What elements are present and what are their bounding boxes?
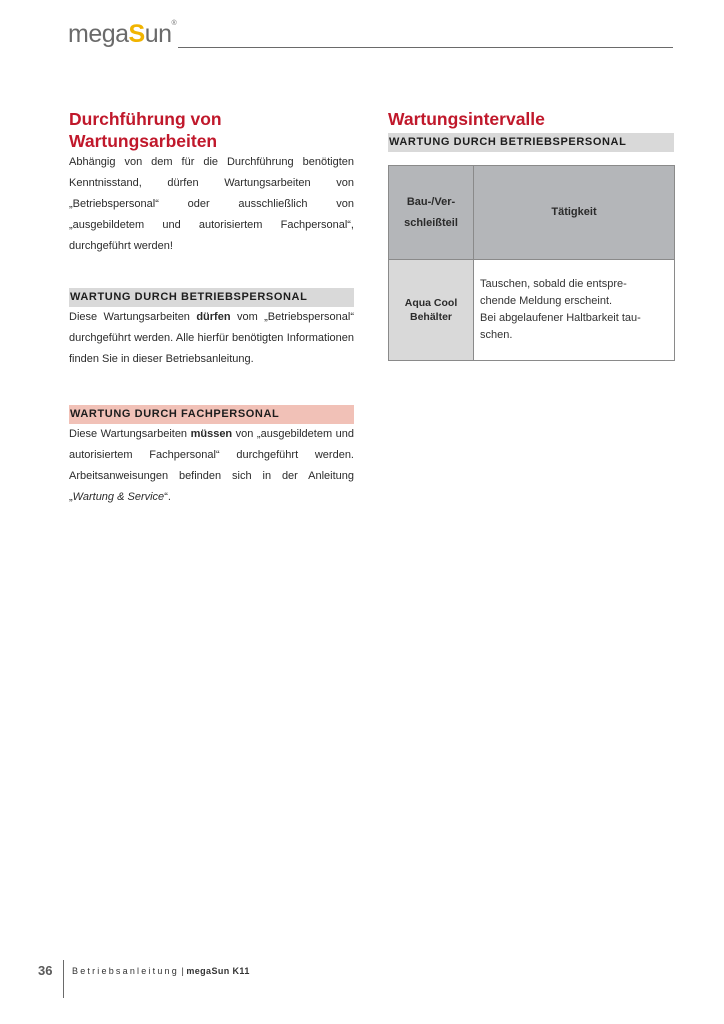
- heading-intervalle-betriebspersonal: WARTUNG DURCH BETRIEBSPERSONAL: [388, 133, 674, 152]
- section-fachpersonal: [69, 405, 354, 508]
- header-part-line-1: Bau-/Ver-: [406, 195, 456, 208]
- text-before: Diese Wartungsarbeiten: [69, 428, 191, 440]
- section-title-wartungsintervalle: Wartungsintervalle: [388, 109, 545, 129]
- footer-doc-info: [72, 966, 250, 976]
- footer-doc-name: Betriebsanleitung: [72, 966, 179, 976]
- table-row: [389, 260, 675, 361]
- header-cell-part: [389, 166, 474, 260]
- cell-part: [389, 260, 474, 361]
- text-before: Diese Wartungsarbeiten: [69, 311, 197, 323]
- page-number: 36: [38, 963, 53, 978]
- right-column: [388, 108, 675, 341]
- footer-product: megaSun K11: [186, 966, 250, 976]
- activity-line-4: schen.: [480, 329, 513, 341]
- activity-line-2: chende Meldung erscheint.: [480, 295, 613, 307]
- section-title-durchfuehrung: [69, 108, 354, 152]
- logo-sun-letter: S: [128, 20, 145, 48]
- header-cell-activity: Tätigkeit: [474, 166, 675, 260]
- betriebspersonal-paragraph: [69, 307, 354, 370]
- part-line-1: Aqua Cool: [404, 297, 458, 309]
- logo-text-un: un: [144, 20, 172, 48]
- cell-activity: [474, 260, 675, 361]
- left-column: [69, 108, 355, 503]
- text-italic-reference: Wartung & Service: [72, 491, 165, 503]
- text-after: von „ausgebildetem und autorisiertem Fachpersonal“ durchgeführt werden. Arbeitsanweisungen befinden sich in der Anleitung „: [69, 428, 355, 503]
- heading-betriebspersonal: WARTUNG DURCH BETRIEBSPERSONAL: [69, 288, 354, 307]
- text-bold-muessen: müssen: [190, 428, 233, 440]
- footer-separator: |: [181, 966, 184, 976]
- activity-line-3: Bei abgelaufener Haltbarkeit tau-: [480, 312, 641, 324]
- intro-paragraph: Abhängig von dem für die Durchführung benötigten Kenntnisstand, dürfen Wartungsarbeiten von „Betriebspersonal“ oder ausschließlich von „ausgebildetem und autorisiertem Fachpersonal“, durchgeführt werden!: [69, 156, 354, 252]
- logo-text-mega: mega: [68, 20, 129, 48]
- part-line-2: Behälter: [409, 311, 452, 323]
- section-betriebspersonal: [69, 288, 354, 370]
- heading-fachpersonal: WARTUNG DURCH FACHPERSONAL: [69, 405, 354, 424]
- fachpersonal-paragraph: [69, 424, 354, 508]
- activity-line-1: Tauschen, sobald die entspre-: [480, 278, 627, 290]
- header-part-line-2: schleißteil: [404, 216, 458, 229]
- table-header-row: [389, 166, 675, 260]
- megasun-logo: [68, 20, 176, 49]
- text-after: vom „Betriebspersonal“ durchgeführt werden. Alle hierfür benötigten Informationen finden Sie in dieser Betriebsanleitung.: [69, 311, 354, 365]
- text-bold-duerfen: dürfen: [196, 311, 231, 323]
- title-line-2: Wartungsarbeiten: [69, 131, 218, 151]
- maintenance-table: [388, 165, 675, 361]
- text-end: “.: [164, 491, 171, 503]
- registered-mark: ®: [171, 20, 177, 27]
- footer-divider: [63, 960, 64, 998]
- title-line-1: Durchführung von: [69, 109, 222, 129]
- header-divider: [178, 47, 673, 48]
